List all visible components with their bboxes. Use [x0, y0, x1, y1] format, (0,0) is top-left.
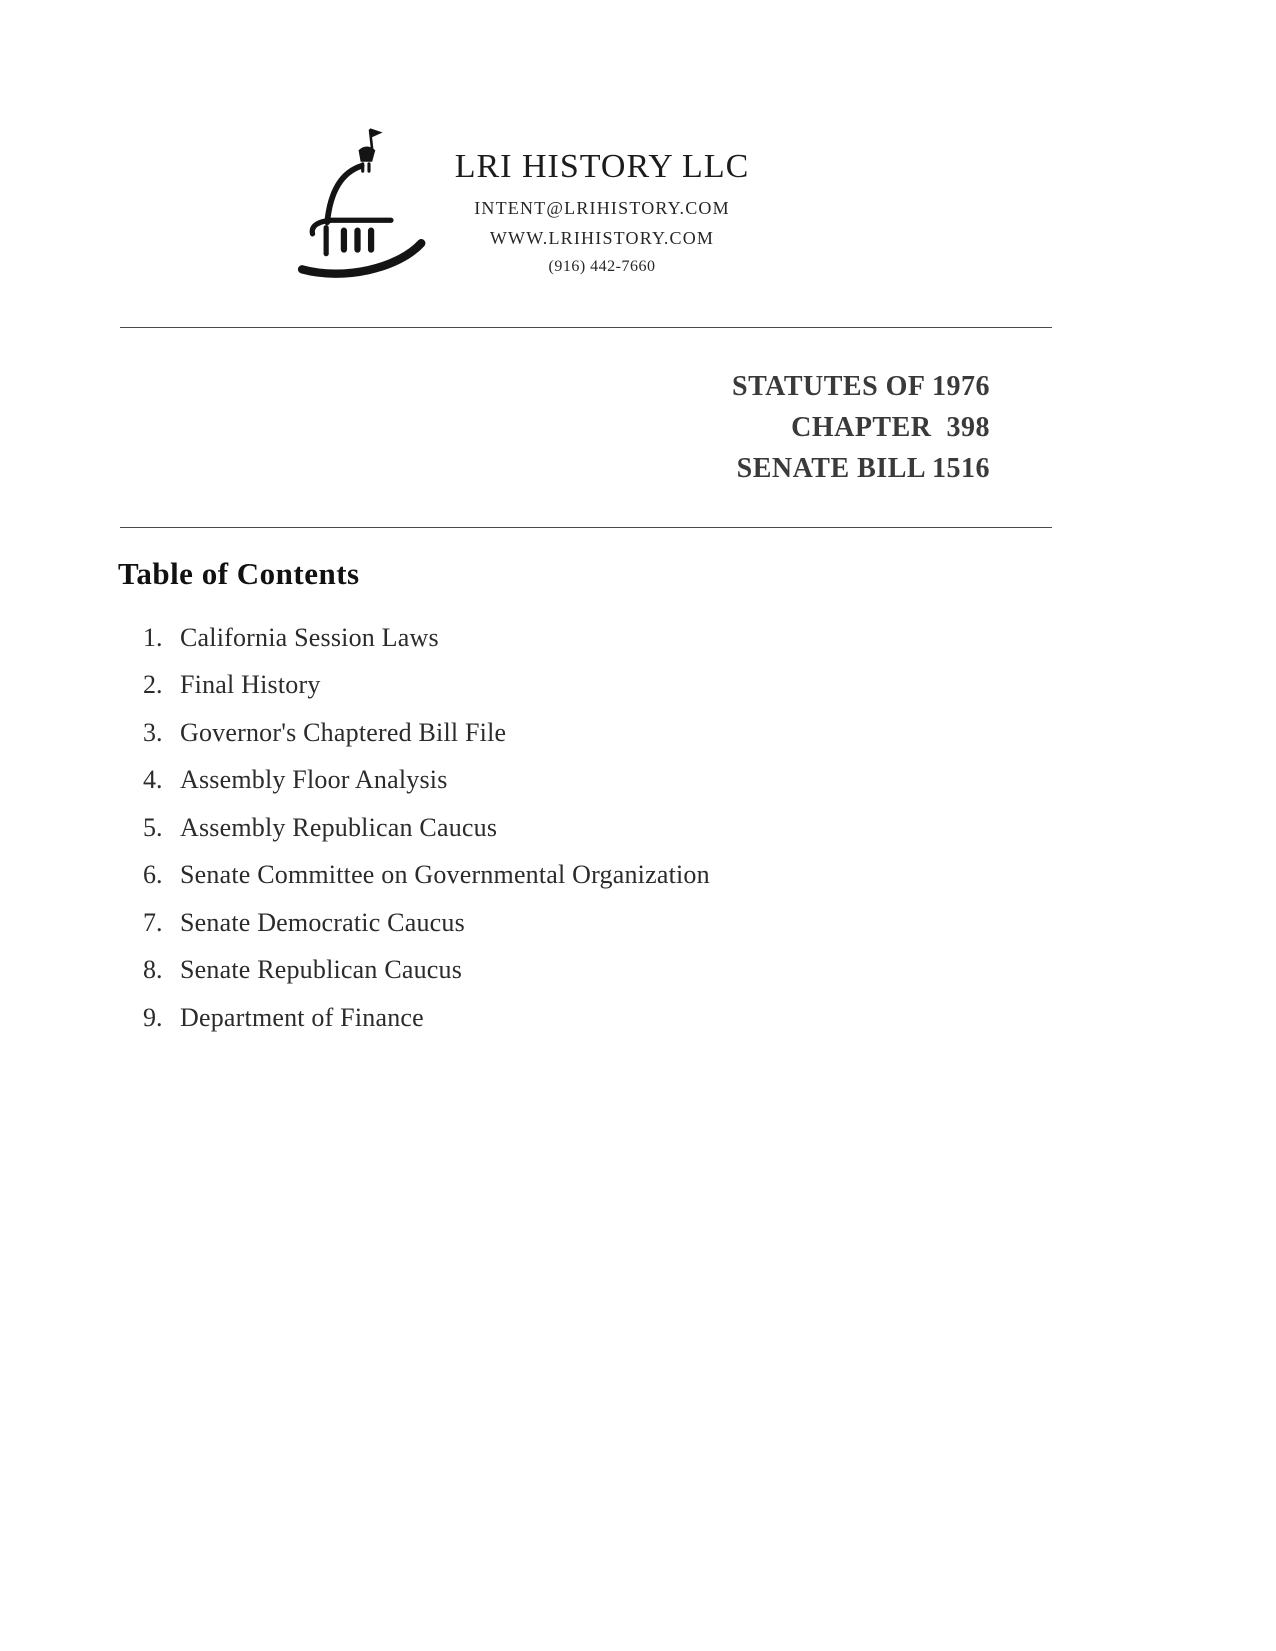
statute-block [732, 366, 990, 489]
toc-item-number: 3. [143, 717, 163, 747]
toc-item-number: 4. [143, 765, 163, 795]
toc-item-label: Final History [180, 670, 321, 700]
toc-title: Table of Contents [118, 556, 360, 591]
toc-item-number: 1. [143, 622, 163, 652]
toc-item-label: Governor's Chaptered Bill File [180, 717, 507, 747]
company-website: WWW.LRIHISTORY.COM [489, 228, 715, 248]
toc-list [143, 614, 903, 1042]
toc-item [143, 994, 903, 1042]
letterhead [432, 148, 772, 276]
toc-item-number: 6. [143, 860, 163, 890]
toc-item [143, 614, 903, 662]
toc-item-label: Senate Republican Caucus [180, 955, 463, 985]
capitol-logo [295, 122, 443, 284]
capitol-building-icon [295, 122, 443, 284]
toc-item-number: 9. [143, 1002, 163, 1032]
toc-item-label: Senate Democratic Caucus [180, 907, 465, 937]
toc-item-label: Senate Committee on Governmental Organization [180, 860, 710, 890]
divider-bottom [120, 527, 1052, 528]
statute-bill: SENATE BILL 1516 [736, 453, 990, 484]
toc-item [143, 947, 903, 995]
toc-item [143, 709, 903, 757]
company-email: INTENT@LRIHISTORY.COM [474, 198, 730, 218]
statute-chapter: CHAPTER 398 [791, 412, 990, 443]
toc-item-label: Department of Finance [180, 1002, 424, 1032]
company-phone: (916) 442-7660 [548, 258, 656, 275]
toc-item [143, 899, 903, 947]
toc-item-number: 5. [143, 812, 163, 842]
toc-item [143, 804, 903, 852]
toc-item-label: California Session Laws [180, 622, 439, 652]
toc-item-number: 7. [143, 907, 163, 937]
divider-top [120, 327, 1052, 328]
toc-item-number: 2. [143, 670, 163, 700]
statute-year: STATUTES OF 1976 [732, 371, 990, 402]
toc-item-label: Assembly Republican Caucus [180, 812, 498, 842]
toc-item [143, 662, 903, 710]
toc-item-number: 8. [143, 955, 163, 985]
toc-item [143, 852, 903, 900]
toc-item [143, 757, 903, 805]
toc-item-label: Assembly Floor Analysis [180, 765, 448, 795]
company-name: LRI HISTORY LLC [454, 148, 750, 185]
